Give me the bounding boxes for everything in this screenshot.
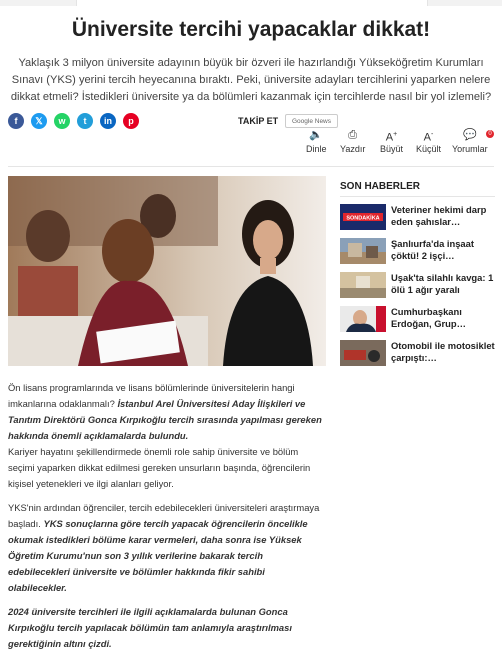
article-tools: [300, 128, 496, 158]
sidebar-news-item[interactable]: Otomobil ile motosiklet çarpıştı:…: [340, 340, 496, 372]
top-bar: [0, 0, 502, 6]
font-increase-button[interactable]: A+ Büyüt: [380, 128, 403, 154]
font-decrease-button[interactable]: A- Küçült: [416, 128, 441, 154]
comments-count-badge: 0: [486, 130, 494, 138]
google-news-button[interactable]: Google News: [285, 114, 338, 128]
facebook-icon[interactable]: f: [8, 113, 24, 129]
x-twitter-icon[interactable]: 𝕏: [31, 113, 47, 129]
follow-label: TAKİP ET: [238, 116, 279, 126]
whatsapp-icon[interactable]: w: [54, 113, 70, 129]
news-thumbnail: [340, 306, 386, 332]
svg-text:SONDAKİKA: SONDAKİKA: [346, 215, 380, 222]
pinterest-icon[interactable]: p: [123, 113, 139, 129]
share-buttons: [8, 113, 139, 129]
listen-button[interactable]: 🔈 Dinle: [306, 129, 327, 154]
news-thumbnail: [340, 238, 386, 264]
article-paragraph: 2024 üniversite tercihleri ile ilgili açıklamalarda bulunan Gonca Kırpıkoğlu tercih yapılacak bölümün tam anlamıyla araştırılması gerektiğinin altını çizdi.: [8, 606, 292, 649]
news-thumbnail: [340, 340, 386, 366]
sidebar-divider: [340, 196, 495, 197]
news-thumbnail: [340, 272, 386, 298]
comments-icon: 💬: [462, 129, 477, 141]
article-paragraph: Ön lisans programlarında ve lisans bölümlerinde üniversitelerin hangi imkanlarına odaklanmalı? İstanbul Arel Üniversitesi Aday İlişkileri ve Tanıtım Direktörü Gonca Kırpıkoğlu tercih sırasında yapılması gereken hakkında önemli açıklamalarda bulundu. Kariyer hayatını şekillendirmede önemli role sahip üniversite ve bölüm seçimi yaparken dikkat edilmesi gereken unsurların başında, öğrencilerin kişisel yetenekleri ve ilgi alanları geliyor.: [8, 382, 322, 489]
speaker-icon: 🔈: [309, 129, 324, 141]
font-increase-icon: A+: [385, 131, 398, 144]
telegram-icon[interactable]: t: [77, 113, 93, 129]
comments-button[interactable]: 💬 Yorumlar: [452, 129, 488, 154]
news-thumbnail: [340, 204, 386, 230]
article-hero-image: [8, 176, 326, 366]
print-button[interactable]: ⎙ Yazdır: [340, 129, 366, 154]
article-lead: Yaklaşık 3 milyon üniversite adayının büyük bir özveri ile hazırlandığı Yükseköğretim Kurumları Sınavı (YKS) yerini tercih heyecanına bıraktı. Peki, üniversite adayları tercihlerini yaparken nelere dikkat etmeli? İstedikleri üniversite ya da bölümleri kazanmak için tercihlerde nasıl bir yol izlemeli?: [10, 57, 492, 103]
printer-icon: ⎙: [348, 129, 358, 141]
sidebar-news-item[interactable]: Cumhurbaşkanı Erdoğan, Grup…: [340, 306, 496, 338]
article-title: Üniversite tercihi yapacaklar dikkat!: [71, 18, 431, 41]
article-body: [8, 380, 326, 660]
divider: [8, 166, 494, 167]
sidebar-heading: SON HABERLER: [340, 181, 421, 192]
article-paragraph: YKS'nin ardından öğrenciler, tercih edebilecekleri üniversiteleri araştırmaya başladı. YKS sonuçlarına göre tercih yapacak öğrencilerin öncelikle okumak istedikleri bölüme karar vermeleri, daha sonra ise Yüksek Öğretim Kurumu'nun son 3 yıllık verilerine bakarak tercih edebilecekleri üniversite ve bölümler hakkında fikir sahibi olabilecekler.: [8, 502, 320, 593]
sidebar-news-item[interactable]: Şanlıurfa'da inşaat çöktü! 2 işçi…: [340, 238, 496, 270]
sidebar-news-item[interactable]: Uşak'ta silahlı kavga: 1 ölü 1 ağır yaralı: [340, 272, 496, 304]
font-decrease-icon: A-: [423, 131, 434, 144]
sidebar-news-item[interactable]: SONDAKİKA Veteriner hekimi darp eden şahıslar…: [340, 204, 496, 236]
linkedin-icon[interactable]: in: [100, 113, 116, 129]
